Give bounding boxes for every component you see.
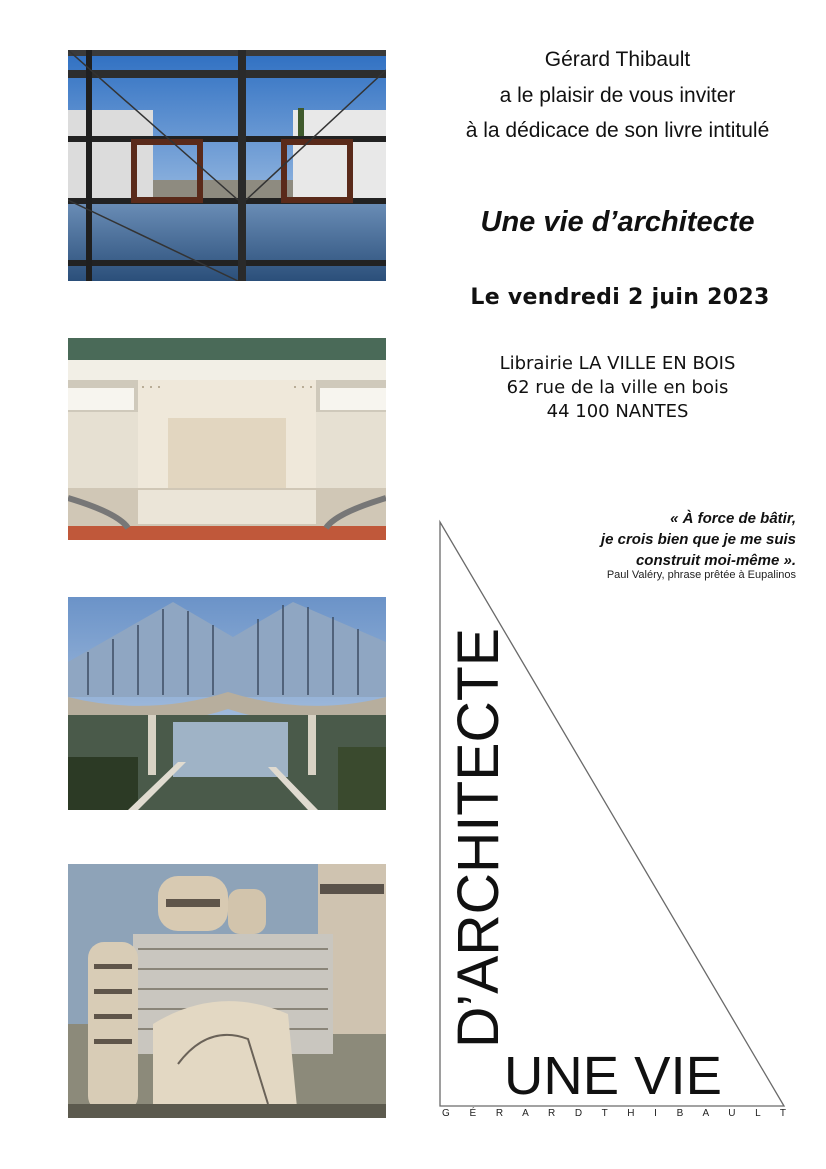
quote-line: je crois bien que je me suis	[600, 531, 796, 548]
venue-street: 62 rue de la ville en bois	[506, 377, 729, 398]
cover-title-une-vie: UNE VIE	[504, 1046, 722, 1106]
event-date: Le vendredi 2 juin 2023	[470, 285, 770, 310]
invitation-line: à la dédicace de son livre intitulé	[465, 119, 770, 142]
glass-facade-photo	[68, 50, 386, 281]
council-chamber-photo	[68, 338, 386, 540]
cover-author: G É R A R D T H I B A U L T	[442, 1108, 786, 1118]
venue-city: 44 100 NANTES	[546, 401, 689, 422]
venue-name: Librairie LA VILLE EN BOIS	[499, 353, 736, 374]
quote-credit: Paul Valéry, phrase prêtée à Eupalinos	[606, 569, 796, 581]
quote-line: « À force de bâtir,	[670, 510, 796, 527]
quote-line: construit moi-même ».	[635, 552, 796, 569]
book-title: Une vie d’architecte	[480, 206, 755, 238]
author-name: Gérard Thibault	[544, 48, 691, 71]
invitation-line: a le plaisir de vous inviter	[499, 84, 736, 107]
glass-building-photo	[68, 597, 386, 810]
cover-title-architecte: D’ARCHITECTE	[446, 622, 511, 1048]
cylindrical-towers-photo	[68, 864, 386, 1118]
book-cover	[436, 518, 788, 1118]
